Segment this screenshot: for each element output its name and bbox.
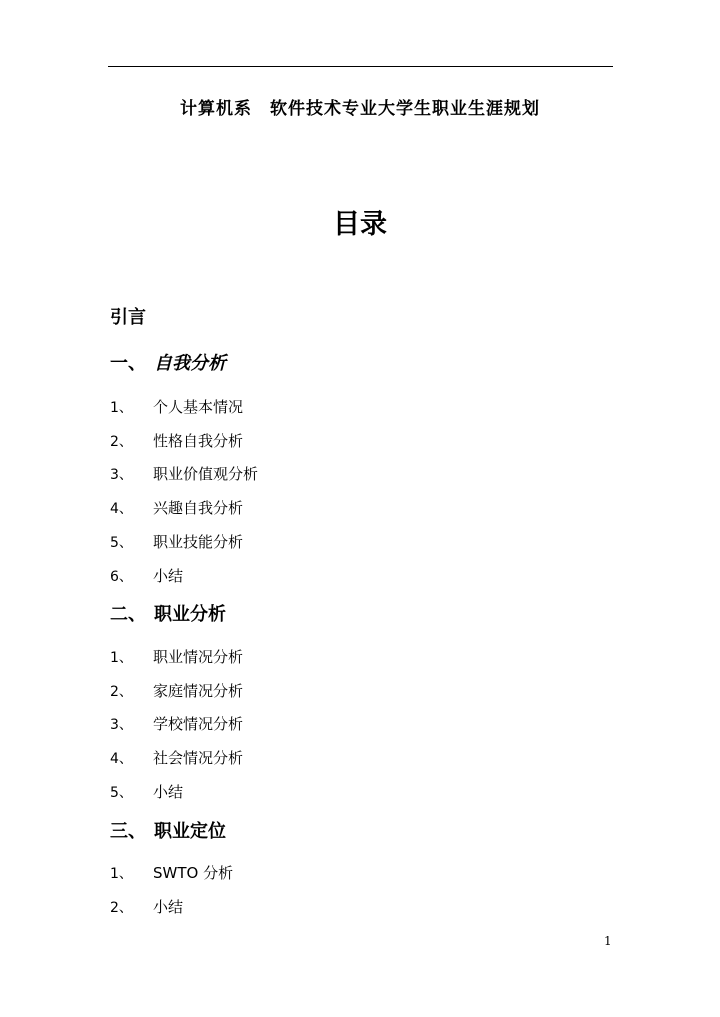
toc-item bbox=[110, 463, 258, 484]
toc-title: 目录 bbox=[333, 209, 387, 240]
toc-item-number: 3、 bbox=[110, 467, 133, 483]
page-number: 1 bbox=[604, 934, 612, 948]
toc-section-label: 职业分析 bbox=[154, 604, 226, 625]
toc-item bbox=[110, 646, 243, 667]
toc-item-number: 5、 bbox=[110, 785, 133, 801]
document-header-title: 计算机系 软件技术专业大学生职业生涯规划 bbox=[180, 99, 540, 119]
toc-item-label: 小结 bbox=[153, 567, 184, 585]
toc-item-label: 职业价值观分析 bbox=[153, 465, 259, 483]
toc-item-number: 3、 bbox=[110, 717, 133, 733]
toc-item-label: 学校情况分析 bbox=[153, 715, 244, 733]
toc-item-number: 4、 bbox=[110, 501, 133, 517]
toc-section-number: 二、 bbox=[110, 604, 146, 625]
toc-item-label: 小结 bbox=[153, 898, 184, 916]
toc-item bbox=[110, 896, 183, 917]
toc-item-number: 1、 bbox=[110, 400, 133, 416]
toc-item-label: 社会情况分析 bbox=[153, 749, 244, 767]
toc-item bbox=[110, 531, 243, 552]
toc-item-label: 兴趣自我分析 bbox=[153, 499, 244, 517]
toc-item bbox=[110, 396, 243, 417]
toc-section-career-analysis bbox=[110, 600, 226, 626]
toc-item-number: 2、 bbox=[110, 684, 133, 700]
toc-item-number: 1、 bbox=[110, 650, 133, 666]
toc-item-number: 1、 bbox=[110, 866, 133, 882]
toc-item bbox=[110, 713, 243, 734]
toc-section-number: 三、 bbox=[110, 821, 146, 842]
toc-item bbox=[110, 781, 183, 802]
toc-item-number: 5、 bbox=[110, 535, 133, 551]
toc-item bbox=[110, 747, 243, 768]
toc-item bbox=[110, 680, 243, 701]
toc-item-number: 6、 bbox=[110, 569, 133, 585]
toc-item-number: 2、 bbox=[110, 900, 133, 916]
toc-section-number: 一、 bbox=[110, 353, 146, 374]
toc-item-label: 个人基本情况 bbox=[153, 398, 244, 416]
toc-item bbox=[110, 862, 233, 883]
toc-item bbox=[110, 565, 183, 586]
toc-section-career-positioning bbox=[110, 817, 226, 843]
toc-item-label: 性格自我分析 bbox=[153, 432, 244, 450]
header-rule bbox=[108, 66, 613, 67]
toc-item-label: SWTO 分析 bbox=[153, 864, 234, 882]
toc-section-label: 自我分析 bbox=[154, 353, 226, 374]
toc-item-number: 2、 bbox=[110, 434, 133, 450]
toc-item-number: 4、 bbox=[110, 751, 133, 767]
toc-item bbox=[110, 430, 243, 451]
toc-item-label: 职业情况分析 bbox=[153, 648, 244, 666]
toc-intro: 引言 bbox=[110, 307, 146, 328]
toc-section-label: 职业定位 bbox=[154, 821, 226, 842]
toc-item-label: 职业技能分析 bbox=[153, 533, 244, 551]
toc-item-label: 家庭情况分析 bbox=[153, 682, 244, 700]
toc-item bbox=[110, 497, 243, 518]
toc-item-label: 小结 bbox=[153, 783, 184, 801]
toc-section-self-analysis bbox=[110, 349, 226, 375]
